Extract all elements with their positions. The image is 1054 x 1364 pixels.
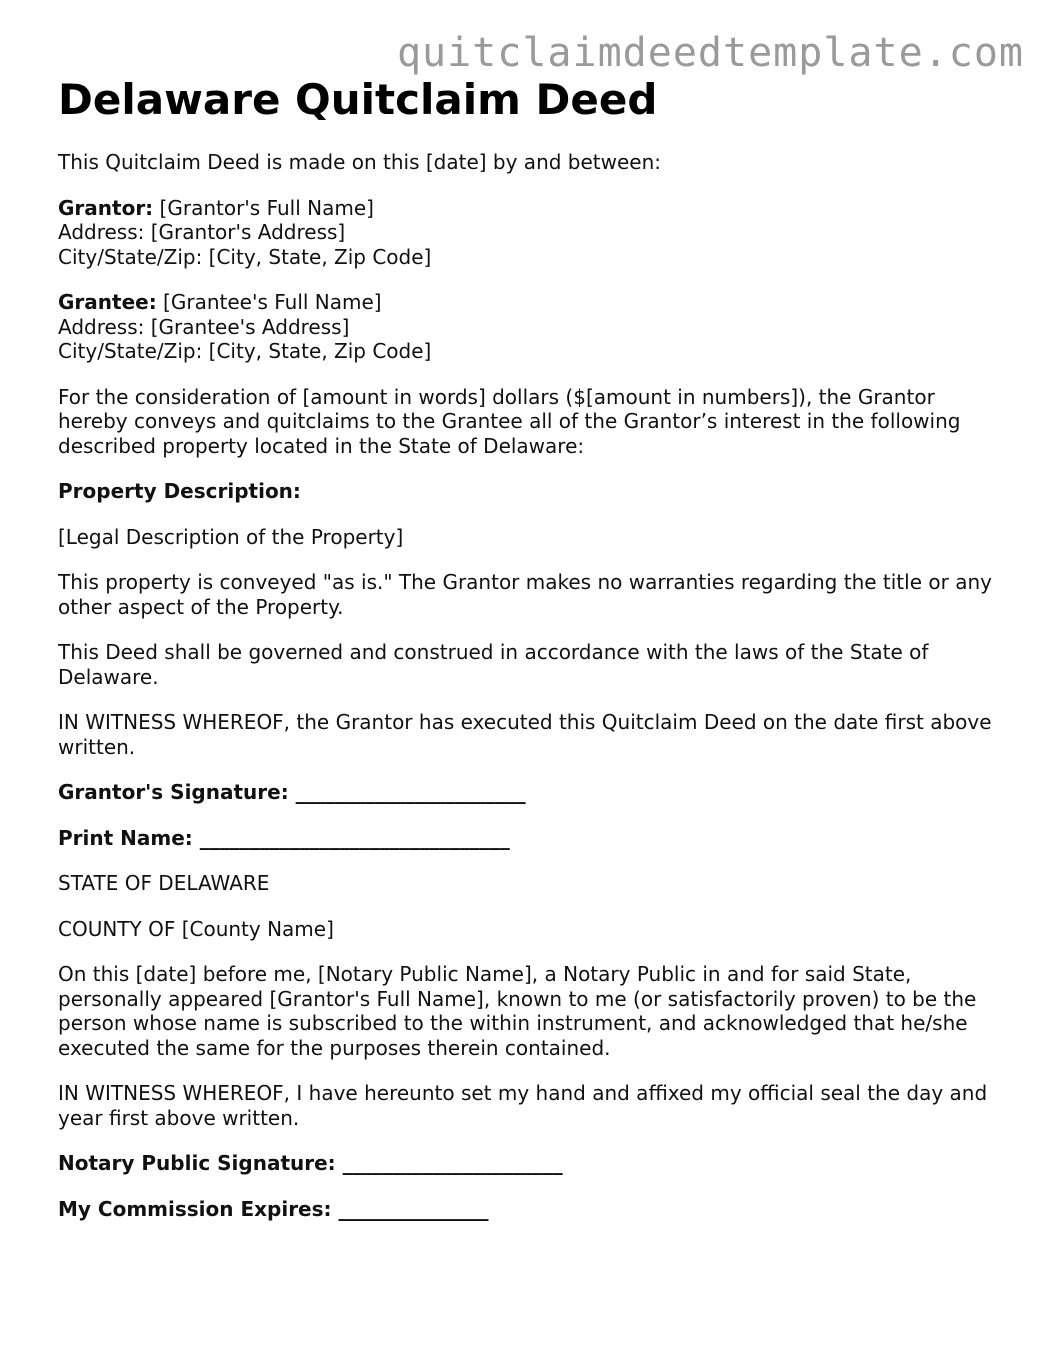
document-title: Delaware Quitclaim Deed [58, 75, 658, 124]
property-description-heading: Property Description: [58, 479, 301, 503]
as-is-paragraph: This property is conveyed "as is." The Grantor makes no warranties regarding the title or any other aspect of the Property. [58, 570, 992, 619]
print-name-line: Print Name: _______________________________ [58, 825, 510, 850]
acknowledgment-paragraph: On this [date] before me, [Notary Public Name], a Notary Public in and for said State, personally appeared [Grantor's Full Name], known to me (or satisfactorily proven) to be the person whose name is subscribed to the within instrument, and acknowledged that he/she executed the same for the purposes therein contained. [58, 962, 977, 1060]
grantee-city: City/State/Zip: [City, State, Zip Code] [58, 339, 432, 363]
grantor-address: Address: [Grantor's Address] [58, 220, 346, 244]
notary-signature-line: Notary Public Signature: ______________________ [58, 1151, 563, 1175]
grantor-label: Grantor: [58, 195, 154, 220]
grantee-block [58, 290, 998, 364]
governing-law-paragraph: This Deed shall be governed and construed in accordance with the laws of the State of Delaware. [58, 640, 929, 689]
grantor-name: [Grantor's Full Name] [153, 195, 374, 220]
grantor-city: City/State/Zip: [City, State, Zip Code] [58, 244, 432, 269]
document-body [58, 72, 998, 1242]
grantee-address: Address: [Grantee's Address] [58, 314, 350, 339]
intro-paragraph: This Quitclaim Deed is made on this [date] by and between: [58, 150, 662, 174]
legal-description: [Legal Description of the Property] [58, 524, 404, 549]
state-line: STATE OF DELAWARE [58, 871, 270, 895]
grantee-label: Grantee: [58, 290, 157, 314]
county-line: COUNTY OF [County Name] [58, 916, 334, 941]
witness-paragraph: IN WITNESS WHEREOF, the Grantor has executed this Quitclaim Deed on the date first above written. [58, 710, 992, 759]
grantor-signature-line: Grantor's Signature: _______________________ [58, 780, 526, 804]
notary-witness-paragraph: IN WITNESS WHEREOF, I have hereunto set my hand and affixed my official seal the day and year first above written. [58, 1081, 988, 1130]
grantee-name: [Grantee's Full Name] [156, 290, 382, 314]
commission-expires-line: My Commission Expires: _______________ [58, 1196, 489, 1221]
grantor-block [58, 196, 998, 270]
consideration-paragraph: For the consideration of [amount in words] dollars ($[amount in numbers]), the Grantor hereby conveys and quitclaims to the Grantee all of the Grantor’s interest in the following described property located in the State of Delaware: [58, 384, 961, 458]
watermark: quitclaimdeedtemplate.com [396, 30, 1024, 76]
